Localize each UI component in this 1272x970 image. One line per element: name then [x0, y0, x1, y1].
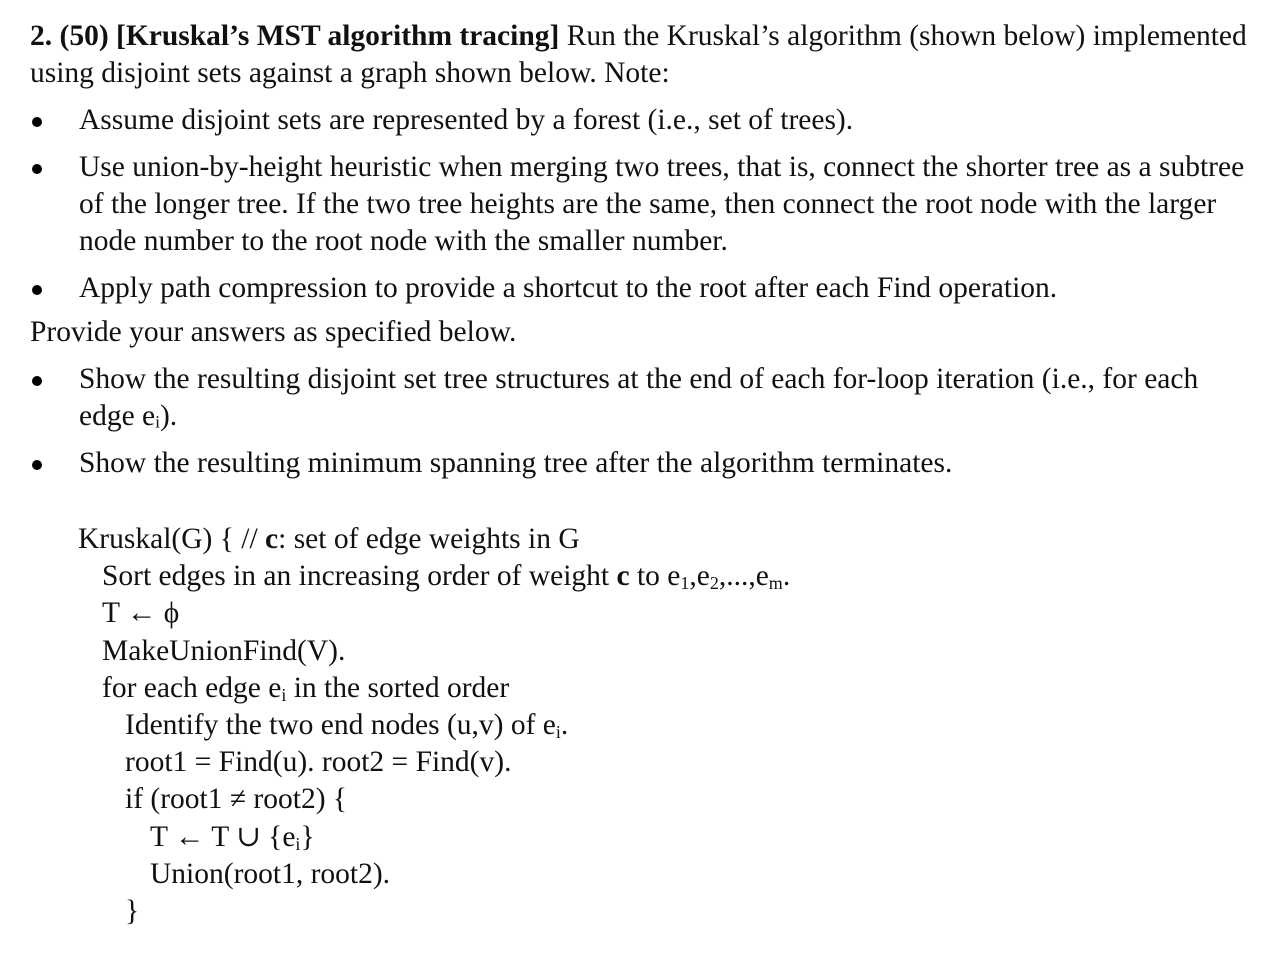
code-text: ,...,e [718, 560, 769, 593]
code-text: Sort edges in an increasing order of weight [102, 560, 617, 593]
pseudocode-block [78, 521, 790, 930]
code-subscript: i [295, 833, 301, 854]
code-line-7: root1 = Find(u). root2 = Find(v). [125, 746, 512, 779]
bullet-icon [32, 285, 42, 295]
code-line-4: MakeUnionFind(V). [102, 634, 346, 667]
notes-list [30, 102, 1255, 307]
note-text: Apply path compression to provide a shortcut to the root after each Find operation. [79, 272, 1058, 304]
code-text: Kruskal(G) { // [78, 523, 266, 555]
provide-answers-text: Provide your answers as specified below. [30, 316, 517, 348]
code-subscript: i [555, 722, 561, 743]
answer-text: Show the resulting disjoint set tree structures at the end of each for-loop iteration (i.e., for each edge eᵢ). [79, 363, 1199, 432]
note-text: Use union-by-height heuristic when merging two trees, that is, connect the shorter tree as a subtree of the longer tree. If the two tree heights are the same, then connect the root node with the larger node number to the root node with the smaller number. [79, 151, 1245, 257]
note-text: Assume disjoint sets are represented by a forest (i.e., set of trees). [79, 104, 854, 136]
code-line-6 [78, 707, 790, 744]
code-text: T ← T ∪ {e [150, 820, 296, 853]
answer-item [30, 445, 1255, 482]
note-item [30, 102, 1255, 139]
code-subscript: 1 [680, 573, 690, 594]
code-text: : set of edge weights in G [278, 523, 580, 555]
code-subscript: m [768, 573, 783, 594]
problem-text [30, 18, 1255, 482]
code-text: Identify the two end nodes (u,v) of e [125, 709, 556, 742]
code-line-11: } [125, 895, 140, 928]
problem-heading: 2. (50) [Kruskal’s MST algorithm tracing] [30, 20, 560, 52]
bullet-icon [32, 117, 42, 127]
answer-text: Show the resulting minimum spanning tree after the algorithm terminates. [79, 447, 953, 479]
bullet-icon [32, 164, 42, 174]
code-text: } [300, 820, 315, 853]
code-subscript: 2 [709, 573, 719, 594]
code-line-9 [78, 819, 790, 856]
problem-intro-text: Run the Kruskal’s algorithm (shown below) implemented using disjoint sets against a graph shown below. Note: [30, 20, 1247, 89]
bullet-icon [32, 376, 42, 386]
code-text: . [782, 560, 791, 593]
problem-intro [30, 18, 1255, 92]
code-bold: c [265, 523, 279, 555]
code-text: ,e [689, 560, 710, 593]
bullet-icon [32, 460, 42, 470]
code-text: . [560, 709, 569, 742]
code-bold: c [616, 560, 630, 593]
code-text: for each edge e [102, 671, 282, 704]
code-subscript: i [281, 684, 287, 705]
code-line-10: Union(root1, root2). [150, 857, 391, 890]
code-line-5 [78, 670, 790, 707]
note-item [30, 149, 1255, 260]
code-line-1 [78, 521, 790, 558]
code-line-2 [78, 558, 790, 595]
code-text: in the sorted order [286, 671, 510, 704]
note-item [30, 270, 1255, 307]
code-line-3: T ← ϕ [102, 597, 180, 630]
answer-item [30, 361, 1255, 435]
answers-list [30, 361, 1255, 482]
code-text: to e [629, 560, 681, 593]
code-line-8: if (root1 ≠ root2) { [125, 783, 348, 816]
